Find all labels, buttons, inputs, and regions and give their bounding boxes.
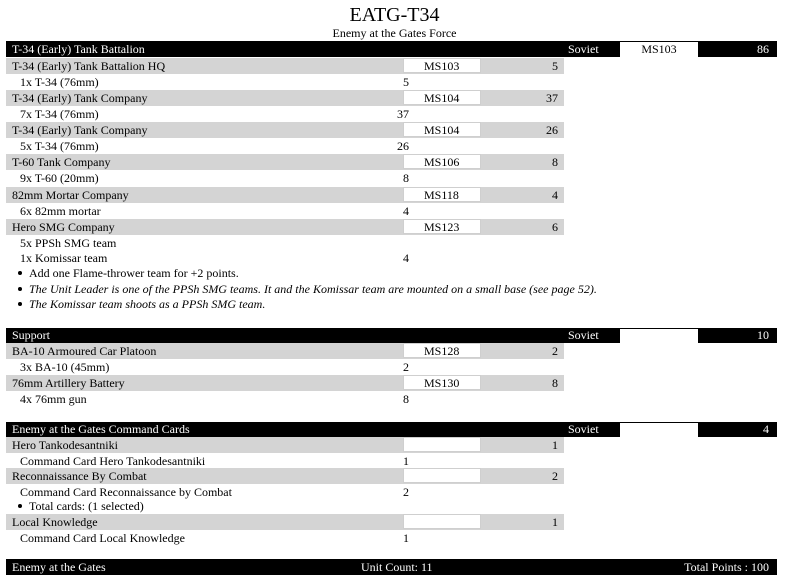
unit-detail-row [6, 250, 778, 266]
unit-detail-points: 4 [403, 204, 409, 218]
unit-detail: 9x T-60 (20mm) [20, 171, 99, 185]
section-header-battalion [6, 41, 777, 57]
section-points: 86 [757, 42, 769, 56]
section-header-support [6, 328, 777, 343]
unit-detail-row [6, 106, 778, 122]
card-code-empty [403, 437, 481, 452]
unit-points: 4 [552, 188, 558, 202]
card-detail: Command Card Hero Tankodesantniki [20, 454, 206, 468]
page-subtitle: Enemy at the Gates Force [332, 26, 457, 40]
card-name: Local Knowledge [12, 515, 98, 529]
unit-detail-row [6, 74, 778, 90]
section-code-empty [620, 423, 698, 437]
section-title: T-34 (Early) Tank Battalion [12, 42, 145, 56]
card-name: Hero Tankodesantniki [12, 438, 118, 452]
unit-detail: 5x PPSh SMG team [20, 236, 117, 250]
footer-total-points: Total Points : 100 [684, 560, 769, 574]
note: Add one Flame-thrower team for +2 points. [18, 266, 239, 281]
card-code-empty [403, 514, 481, 529]
card-detail-row [6, 453, 778, 469]
note: The Komissar team shoots as a PPSh SMG team. [18, 297, 265, 312]
unit-code: MS104 [403, 122, 481, 137]
unit-code: MS106 [403, 154, 481, 169]
card-points: 1 [552, 438, 558, 452]
unit-row [6, 58, 564, 74]
unit-detail-row [6, 203, 778, 219]
unit-points: 2 [552, 344, 558, 358]
unit-code: MS118 [403, 187, 481, 202]
unit-detail: 1x T-34 (76mm) [20, 75, 99, 89]
unit-row [6, 122, 564, 138]
unit-row [6, 154, 564, 170]
unit-row [6, 187, 564, 203]
card-points: 1 [552, 515, 558, 529]
unit-points: 8 [552, 376, 558, 390]
bullet-icon [18, 287, 22, 291]
unit-points: 37 [546, 91, 558, 105]
card-points: 2 [552, 469, 558, 483]
unit-name: T-34 (Early) Tank Company [12, 123, 148, 137]
unit-detail-points: 5 [403, 75, 409, 89]
page-title: EATG-T34 [349, 4, 440, 26]
card-detail: Command Card Reconnaissance by Combat [20, 485, 232, 499]
unit-detail-points: 8 [403, 392, 409, 406]
unit-row [6, 219, 564, 235]
unit-detail-row [6, 170, 778, 186]
section-title: Enemy at the Gates Command Cards [12, 422, 190, 436]
unit-code: MS128 [403, 343, 481, 358]
bullet-icon [18, 271, 22, 275]
unit-detail: 7x T-34 (76mm) [20, 107, 99, 121]
unit-detail-row [6, 359, 778, 375]
card-detail-points: 2 [403, 485, 409, 499]
unit-code: MS104 [403, 90, 481, 105]
unit-detail: 3x BA-10 (45mm) [20, 360, 110, 374]
unit-name: T-60 Tank Company [12, 155, 111, 169]
note: Total cards: (1 selected) [18, 499, 144, 514]
unit-detail-row [6, 138, 778, 154]
unit-name: 82mm Mortar Company [12, 188, 129, 202]
unit-code: MS123 [403, 219, 481, 234]
unit-name: 76mm Artillery Battery [12, 376, 125, 390]
card-code-empty [403, 468, 481, 483]
unit-name: Hero SMG Company [12, 220, 115, 234]
unit-detail-points: 26 [397, 139, 409, 153]
section-nation: Soviet [568, 328, 599, 342]
unit-code: MS103 [403, 58, 481, 73]
unit-detail: 1x Komissar team [20, 251, 108, 265]
card-row [6, 437, 564, 453]
unit-name: T-34 (Early) Tank Company [12, 91, 148, 105]
unit-row [6, 90, 564, 106]
unit-row [6, 343, 564, 359]
card-detail-points: 1 [403, 454, 409, 468]
unit-detail-row [6, 235, 778, 251]
section-nation: Soviet [568, 422, 599, 436]
unit-detail-points: 37 [397, 107, 409, 121]
unit-points: 5 [552, 59, 558, 73]
note: The Unit Leader is one of the PPSh SMG teams. It and the Komissar team are mounted on a small base (see page 52). [18, 282, 597, 297]
bullet-icon [18, 504, 22, 508]
footer-force-name: Enemy at the Gates [12, 560, 106, 574]
unit-points: 26 [546, 123, 558, 137]
unit-detail-points: 8 [403, 171, 409, 185]
unit-points: 8 [552, 155, 558, 169]
unit-code: MS130 [403, 375, 481, 390]
footer-bar [6, 559, 777, 575]
unit-detail-points: 2 [403, 360, 409, 374]
card-row [6, 514, 564, 530]
unit-detail-points: 4 [403, 251, 409, 265]
unit-row [6, 375, 564, 391]
card-detail-row [6, 530, 778, 546]
unit-points: 6 [552, 220, 558, 234]
bullet-icon [18, 302, 22, 306]
unit-detail: 5x T-34 (76mm) [20, 139, 99, 153]
card-detail: Command Card Local Knowledge [20, 531, 185, 545]
card-detail-points: 1 [403, 531, 409, 545]
unit-name: BA-10 Armoured Car Platoon [12, 344, 157, 358]
unit-detail: 6x 82mm mortar [20, 204, 101, 218]
card-row [6, 468, 564, 484]
section-nation: Soviet [568, 42, 599, 56]
card-detail-row [6, 484, 778, 500]
section-code: MS103 [620, 42, 698, 57]
section-points: 10 [757, 328, 769, 342]
unit-detail: 4x 76mm gun [20, 392, 87, 406]
section-header-cards [6, 422, 777, 437]
section-title: Support [12, 328, 51, 342]
section-code-empty [620, 329, 698, 343]
unit-detail-row [6, 391, 778, 407]
footer-unit-count: Unit Count: 11 [361, 560, 433, 574]
unit-name: T-34 (Early) Tank Battalion HQ [12, 59, 166, 73]
section-points: 4 [763, 422, 769, 436]
card-name: Reconnaissance By Combat [12, 469, 147, 483]
